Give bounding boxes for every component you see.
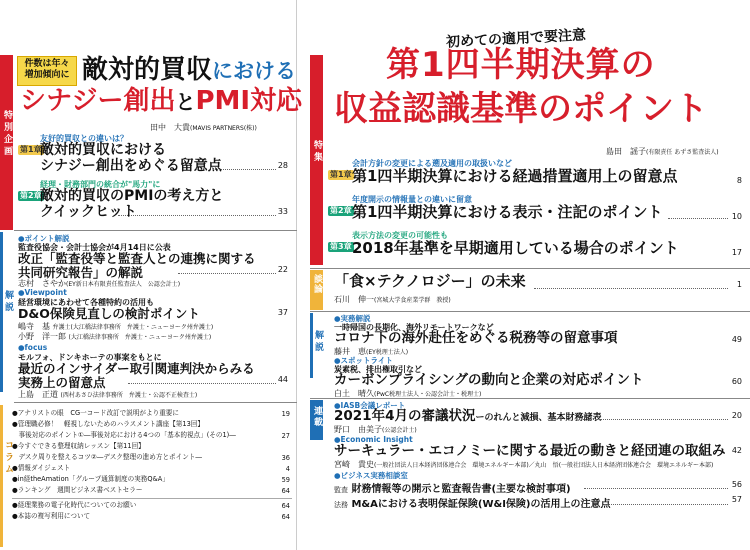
- author-org: (有限責任 あずさ監査法人): [646, 149, 719, 156]
- left-author: [150, 122, 257, 133]
- author-name: 島田 謡子: [606, 147, 646, 156]
- series-item-2[interactable]: [334, 435, 750, 469]
- series-line: [334, 495, 611, 510]
- author-name: 嶋寺 基: [18, 322, 50, 331]
- chapter-line: 第1四半期決算における経過措置適用上の留意点: [352, 167, 678, 185]
- series-prefix: 法務: [334, 501, 348, 509]
- left-article-3[interactable]: [18, 343, 296, 399]
- title-part-c: シナジー創出: [20, 86, 176, 116]
- column-item[interactable]: ●in経theAmation「グループ通算制度の実務Q&A」: [12, 475, 169, 483]
- page-number: 59: [281, 476, 290, 484]
- author-name: 小野 洋一郎: [18, 332, 66, 341]
- article-line2: 実務上の留意点: [18, 375, 106, 390]
- series-tag: ●IASB会議レポート: [334, 401, 406, 410]
- article-line1: D&O保険見直しの検討ポイント: [18, 306, 200, 321]
- chapter-badge: 第1章: [20, 145, 42, 154]
- opinion-author: [334, 294, 451, 305]
- leader-dots: [213, 169, 276, 170]
- article-tag: ●実務解説: [334, 314, 371, 323]
- chapter-badge: 第3章: [330, 242, 352, 251]
- divider: [14, 230, 297, 231]
- article-sub: 炭素税、排出権取引など: [334, 365, 422, 374]
- column-item[interactable]: 事後対応のポイント①―事後対応における4つの「基本的視点」(その1)―: [12, 431, 236, 439]
- leader-dots: [118, 215, 276, 216]
- page-number: 22: [277, 265, 288, 274]
- title-part-b: における: [212, 59, 297, 83]
- chapter-badge: 第1章: [330, 170, 352, 179]
- author-org-2: (一般社団法人日本経済団体連合会 環境エネルギー本部): [558, 462, 714, 469]
- column-item[interactable]: ●管理職必修！ 軽視しないためのハラスメント講座【第13回】: [12, 420, 204, 428]
- page-number: 33: [277, 207, 288, 216]
- column-item[interactable]: デスク周りを整えるコツ②―デスク整理の進め方とポイント―: [12, 453, 203, 461]
- divider: [14, 402, 297, 403]
- leader-dots: [534, 288, 728, 289]
- opinion-line: 「食×テクノロジー」の未来: [334, 272, 526, 290]
- leader-dots: [584, 488, 728, 489]
- column-label: コラム: [3, 440, 13, 476]
- page-number: 36: [281, 454, 290, 462]
- page-number: 17: [731, 248, 742, 257]
- article-line1: 改正「監査役等と監査人との連携に関する: [18, 251, 256, 266]
- opinion-item[interactable]: [334, 272, 750, 308]
- leader-dots: [604, 504, 728, 505]
- article-line: コロナ下の海外赴任をめぐる税務等の留意事項: [334, 330, 618, 346]
- divider: [310, 268, 750, 269]
- series-title: 財務情報等の開示と監査報告書(主要な検討事項): [351, 484, 571, 495]
- series-line: [334, 409, 601, 423]
- article-sub: モルフォ、ドンキホーテの事案をもとに: [18, 353, 162, 362]
- banner-line1: 件数は年々: [24, 59, 70, 69]
- leader-dots: [579, 419, 728, 420]
- title-part-d: と: [175, 90, 196, 114]
- page-number: 64: [281, 513, 290, 521]
- author-name: 田中 大貴: [150, 123, 190, 132]
- commentary-label: 解説: [3, 290, 13, 314]
- leader-dots: [178, 273, 276, 274]
- article-line2: 共同研究報告」の解説: [18, 265, 144, 280]
- chapter-line: 2018年基準を早期適用している場合のポイント: [352, 239, 679, 257]
- chapter-line1: 敵対的買収のPMIの考え方と: [40, 188, 224, 204]
- author-org: (EY税理士法人): [366, 349, 409, 356]
- author-org: (宮城大学食産業学群 教授): [374, 297, 451, 304]
- banner-line2: 増加傾向に: [24, 70, 70, 81]
- chapter-line2: シナジー創出をめぐる留意点: [40, 158, 222, 174]
- series-tag: ●Economic Insight: [334, 435, 413, 444]
- article-tag: ●スポットライト: [334, 356, 393, 365]
- left-title-line1: [82, 57, 296, 84]
- series-item-4[interactable]: [334, 495, 750, 511]
- series-line: サーキュラー・エコノミーに関する最近の動きと経団連の取組み: [334, 443, 726, 459]
- right-chapter-1[interactable]: [328, 158, 750, 194]
- author-name: 白土 晴久: [334, 389, 374, 398]
- article-line1: 最近のインサイダー取引関連判決からみる: [18, 361, 255, 376]
- left-title-line2: [20, 88, 302, 115]
- page-number: 56: [731, 480, 742, 489]
- series-prefix: 監査: [334, 486, 348, 494]
- left-chapter-1[interactable]: [18, 133, 296, 177]
- page-number: 64: [281, 487, 290, 495]
- tagline: 初めての適用で要注意: [445, 27, 587, 51]
- leader-dots: [668, 218, 728, 219]
- page-number: 60: [731, 377, 742, 386]
- series-author: [334, 459, 713, 470]
- author-org: (西村あさひ法律事務所 弁護士・公認不正検査士): [60, 392, 198, 399]
- series-item-3[interactable]: [334, 470, 750, 496]
- chapter-subtitle: 友好的買収との違いは？: [40, 134, 128, 143]
- page-number: 49: [731, 335, 742, 344]
- article-author-2: [18, 331, 211, 342]
- left-article-2[interactable]: [18, 288, 296, 340]
- series-label: 連載: [312, 406, 322, 428]
- right-article-2[interactable]: [334, 355, 750, 398]
- series-title: M&Aにおける表明保証保険(W&I保険)の活用上の注意点: [351, 499, 611, 510]
- author-name: 上島 正道: [18, 390, 58, 399]
- article-line: カーボンプライシングの動向と企業の対応ポイント: [334, 372, 644, 388]
- series-item-1[interactable]: [334, 400, 750, 434]
- author-name: 野口 由美子: [334, 425, 382, 434]
- feature-label: 特別企画: [2, 110, 12, 158]
- article-tag: ●focus: [18, 343, 48, 352]
- column-item[interactable]: ●ランキング 週間ビジネス書ベストセラー: [12, 486, 143, 494]
- right-chapter-3[interactable]: [328, 230, 750, 266]
- column-band: [0, 405, 10, 547]
- author-org: 弁護士(大江橋法律事務所 弁護士・ニューヨーク州弁護士): [52, 324, 214, 331]
- page-number: 4: [285, 465, 290, 473]
- chapter-line: 第1四半期決算における表示・注記のポイント: [352, 203, 663, 221]
- page-number: 64: [281, 502, 290, 510]
- article-tag: ●ポイント解説: [18, 234, 70, 243]
- divider: [310, 311, 750, 312]
- author-org: (大江橋法律事務所 弁護士・ニューヨーク州弁護士): [68, 334, 212, 341]
- series-author: [334, 424, 417, 435]
- chapter-subtitle: 年度開示の情報量との違いに留意: [352, 195, 472, 204]
- page-number: 19: [281, 410, 290, 418]
- chapter-subtitle: 会計方針の変更による遡及適用の取扱いなど: [352, 159, 512, 168]
- author-name: 藤井 恵: [334, 347, 366, 356]
- right-chapter-2[interactable]: [328, 194, 750, 230]
- author-org: (公認会計士): [382, 427, 417, 434]
- right-article-1[interactable]: [334, 313, 750, 356]
- banner: [17, 56, 77, 86]
- author-name: 石川 伸一: [334, 295, 374, 304]
- author-org: (一般社団法人日本経済団体連合会 環境エネルギー本部)／丸山 悟: [374, 462, 559, 469]
- article-sub: 一時帰国の長期化、海外リモートワークなど: [334, 323, 494, 332]
- page-number: 27: [281, 432, 290, 440]
- feature-label: 特集: [312, 140, 322, 164]
- series-tag: ●ビジネス実務相談室: [334, 471, 408, 480]
- series-line: [334, 480, 571, 495]
- right-title-line1: 第1四半期決算の: [386, 45, 656, 85]
- column-item[interactable]: ●今すぐできる整理収納レッスン【第11回】: [12, 442, 145, 450]
- right-title-line2: 収益認識基準のポイント: [334, 89, 708, 129]
- page-number: 20: [731, 411, 742, 420]
- leader-dots: [128, 383, 276, 384]
- left-chapter-2[interactable]: [18, 179, 296, 223]
- author-name: 志村 さやか: [18, 279, 66, 288]
- left-page: [0, 0, 303, 550]
- chapter-subtitle: 表示方法の変更の可能性も: [352, 231, 448, 240]
- series-subtitle: ーのれんと減損、基本財務諸表: [475, 413, 602, 423]
- commentary-label: 解説: [313, 330, 323, 354]
- left-article-1[interactable]: [18, 233, 296, 288]
- column-item[interactable]: ●アナリストの眼 CG一コード改訂で説明がより重要に: [12, 409, 179, 417]
- title-part-a: 敵対的買収: [82, 55, 213, 85]
- chapter-line2: クイックヒット: [40, 204, 137, 220]
- page-number: 42: [731, 446, 742, 455]
- series-title: 2021年4月の審議状況: [334, 408, 476, 424]
- divider: [310, 398, 750, 399]
- author-org: (MAVIS PARTNERS(株)): [190, 125, 257, 132]
- article-sub: 監査役協会・会計士協会が4月14日に公表: [18, 243, 171, 252]
- article-tag: ●Viewpoint: [18, 288, 67, 297]
- chapter-subtitle: 経理・財務部門の統合が"馬力"に: [40, 180, 161, 189]
- article-author: [18, 389, 197, 400]
- page-number: 10: [731, 212, 742, 221]
- chapter-badge: 第2章: [20, 191, 42, 200]
- column-item[interactable]: ●経理業務の電子化時代についてのお願い: [12, 501, 137, 509]
- divider: [12, 498, 292, 499]
- page-number: 44: [277, 375, 288, 384]
- opinion-label: 談論: [312, 274, 322, 294]
- page-number: 1: [736, 280, 742, 289]
- right-author: [606, 146, 719, 157]
- column-item[interactable]: ●情報ダイジェスト: [12, 464, 71, 472]
- page-number: 8: [736, 176, 742, 185]
- page-number: 37: [277, 308, 288, 317]
- page-number: 57: [731, 495, 742, 504]
- chapter-badge: 第2章: [330, 206, 352, 215]
- author-org: (EY新日本有限責任監査法人 公認会計士): [66, 281, 181, 288]
- right-page: [306, 0, 750, 550]
- column-item[interactable]: ●本誌の複写利用について: [12, 512, 91, 520]
- chapter-line1: 敵対的買収における: [40, 142, 166, 158]
- article-sub: 経営環境にあわせて各種特約の活用も: [18, 298, 154, 307]
- author-org: (PwC税理士法人・公認会計士・税理士): [374, 391, 482, 398]
- author-name: 宮崎 貴史: [334, 460, 374, 469]
- page-number: 28: [277, 161, 288, 170]
- title-part-e: PMI対応: [195, 86, 303, 116]
